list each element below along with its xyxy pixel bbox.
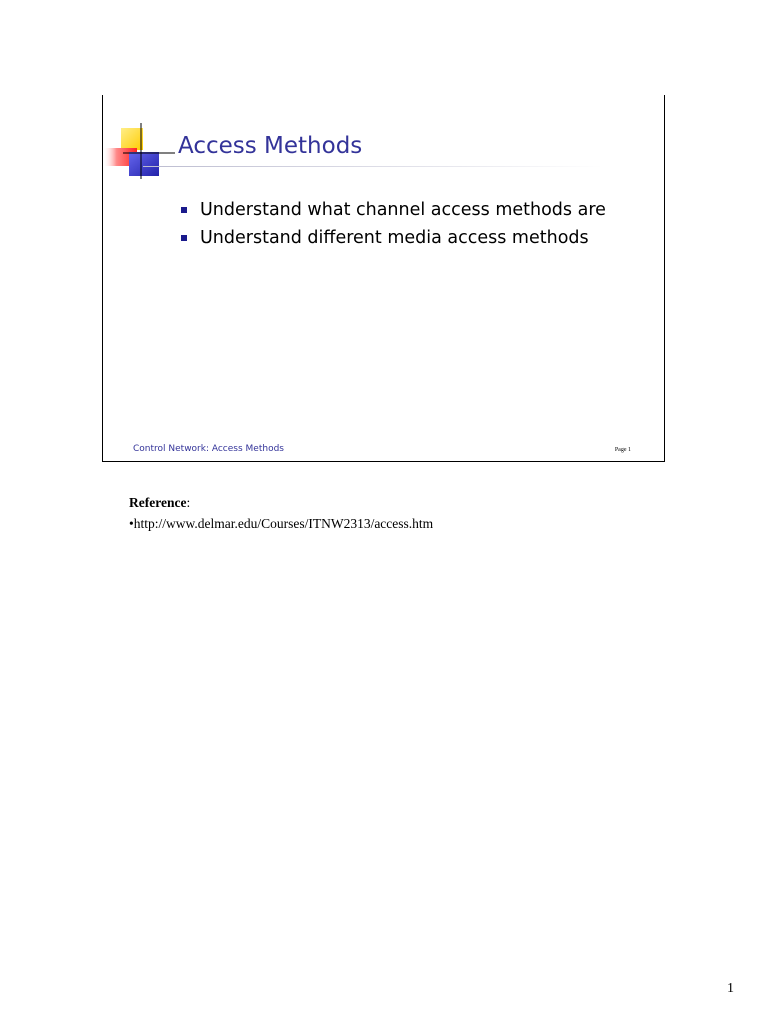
slide-page-label: Page 1 [614,447,631,453]
reference-link[interactable]: •http://www.delmar.edu/Courses/ITNW2313/access.htm [129,516,434,531]
slide-title: Access Methods [178,133,363,159]
slide-decoration-squares [103,95,183,185]
bullet-text: Understand what channel access methods are [200,200,606,220]
square-bullet-icon [181,235,187,241]
reference-label: Reference [129,495,187,510]
bullet-item [181,196,606,224]
bullet-list [181,196,606,252]
title-underline [143,166,603,167]
slide-footer: Control Network: Access Methods [133,444,284,454]
bullet-item [181,224,606,252]
reference-notes [129,492,433,534]
reference-heading [129,492,433,513]
square-bullet-icon [181,207,187,213]
page-number: 1 [727,981,734,996]
bullet-text: Understand different media access methods [200,228,589,248]
reference-colon: : [186,495,191,510]
slide-frame [102,95,665,462]
